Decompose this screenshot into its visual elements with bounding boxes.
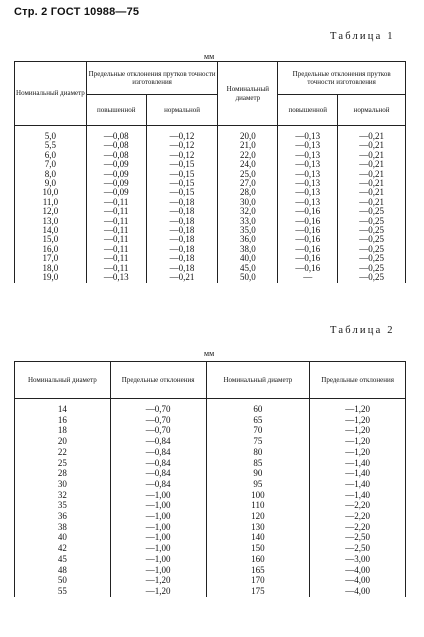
t1-cell-nominal-diameter: 13,0: [15, 217, 87, 226]
t2-cell-nominal-diameter: 16: [15, 415, 111, 426]
t2-cell-nominal-diameter-2: 170: [206, 575, 310, 586]
t2-cell-deviation-2: —2,50: [310, 543, 406, 554]
t1-cell-deviation-increased: —0,11: [86, 245, 146, 254]
t2-cell-deviation-2: —1,20: [310, 399, 406, 415]
t1-cell-deviation-increased: —0,11: [86, 217, 146, 226]
table-row: [15, 565, 406, 576]
table2: [14, 361, 406, 597]
table-row: [15, 543, 406, 554]
t1-cell-deviation-normal-2: —0,21: [338, 198, 406, 207]
t2-cell-deviation: —0,84: [110, 468, 206, 479]
t2-cell-deviation-2: —2,20: [310, 500, 406, 511]
t2-cell-deviation: —1,00: [110, 543, 206, 554]
t2-cell-deviation-2: —1,40: [310, 458, 406, 469]
t1-cell-nominal-diameter-2: 24,0: [218, 160, 278, 169]
t2-cell-nominal-diameter-2: 60: [206, 399, 310, 415]
table-row: [15, 511, 406, 522]
t1-cell-deviation-increased-2: —0,16: [278, 207, 338, 216]
t2-cell-deviation-2: —1,40: [310, 468, 406, 479]
t2-cell-nominal-diameter-2: 130: [206, 522, 310, 533]
t1-cell-nominal-diameter-2: 25,0: [218, 170, 278, 179]
t1-cell-deviation-increased-2: —: [278, 273, 338, 282]
t1-cell-deviation-normal: —0,15: [146, 160, 218, 169]
t1-cell-deviation-normal: —0,15: [146, 188, 218, 197]
t1-cell-deviation-normal: —0,18: [146, 264, 218, 273]
t1-cell-deviation-increased-2: —0,16: [278, 217, 338, 226]
t2-col-deviation: Предельные отклонения: [110, 362, 206, 399]
table-row: [15, 586, 406, 597]
t2-cell-nominal-diameter: 55: [15, 586, 111, 597]
table-row: [15, 198, 406, 207]
t2-cell-nominal-diameter: 48: [15, 565, 111, 576]
t1-cell-nominal-diameter-2: 36,0: [218, 235, 278, 244]
t1-cell-deviation-normal-2: —0,25: [338, 226, 406, 235]
t2-cell-deviation-2: —1,40: [310, 490, 406, 501]
t2-cell-nominal-diameter-2: 110: [206, 500, 310, 511]
table-row: [15, 399, 406, 415]
table-row: [15, 490, 406, 501]
t1-cell-deviation-increased-2: —0,13: [278, 126, 338, 142]
table1: [14, 61, 406, 283]
t1-cell-nominal-diameter: 5,0: [15, 126, 87, 142]
t2-cell-deviation: —1,20: [110, 575, 206, 586]
t1-cell-deviation-normal: —0,18: [146, 226, 218, 235]
t1-cell-nominal-diameter-2: 21,0: [218, 141, 278, 150]
table-row: [15, 254, 406, 263]
t1-cell-deviation-normal: —0,15: [146, 170, 218, 179]
t2-col-nominal: Номинальный диаметр: [15, 362, 111, 399]
t1-cell-deviation-increased: —0,11: [86, 264, 146, 273]
t1-col-increased: повышенной: [86, 95, 146, 126]
t2-cell-nominal-diameter-2: 95: [206, 479, 310, 490]
t2-cell-deviation: —1,20: [110, 586, 206, 597]
t1-cell-deviation-normal: —0,18: [146, 235, 218, 244]
t2-cell-deviation-2: —4,00: [310, 565, 406, 576]
t1-cell-deviation-normal: —0,21: [146, 273, 218, 282]
t2-cell-nominal-diameter: 36: [15, 511, 111, 522]
t1-cell-deviation-increased: —0,11: [86, 198, 146, 207]
t1-cell-deviation-normal-2: —0,25: [338, 273, 406, 282]
table-row: [15, 554, 406, 565]
t1-cell-nominal-diameter: 19,0: [15, 273, 87, 282]
t2-cell-deviation: —0,70: [110, 425, 206, 436]
t1-cell-deviation-increased-2: —0,16: [278, 264, 338, 273]
t1-cell-deviation-normal-2: —0,21: [338, 160, 406, 169]
t1-cell-deviation-increased: —0,09: [86, 170, 146, 179]
page-header: Стр. 2 ГОСТ 10988—75: [14, 6, 140, 18]
t1-cell-deviation-normal-2: —0,21: [338, 188, 406, 197]
t1-cell-deviation-increased-2: —0,13: [278, 160, 338, 169]
table-row: [15, 458, 406, 469]
t2-cell-deviation: —0,84: [110, 447, 206, 458]
t2-cell-nominal-diameter: 30: [15, 479, 111, 490]
t1-cell-deviation-increased-2: —0,13: [278, 170, 338, 179]
t1-cell-nominal-diameter-2: 20,0: [218, 126, 278, 142]
t2-cell-deviation: —1,00: [110, 511, 206, 522]
t2-col-nominal-2: Номинальный диаметр: [206, 362, 310, 399]
t1-cell-nominal-diameter: 15,0: [15, 235, 87, 244]
t2-cell-deviation: —0,84: [110, 479, 206, 490]
t2-cell-deviation: —0,84: [110, 458, 206, 469]
t1-cell-deviation-normal-2: —0,21: [338, 126, 406, 142]
table-row: [15, 264, 406, 273]
t2-cell-nominal-diameter: 35: [15, 500, 111, 511]
t1-cell-deviation-increased: —0,08: [86, 126, 146, 142]
t1-cell-deviation-normal: —0,12: [146, 141, 218, 150]
t1-cell-deviation-normal-2: —0,25: [338, 245, 406, 254]
t2-cell-nominal-diameter: 50: [15, 575, 111, 586]
t2-cell-nominal-diameter-2: 75: [206, 436, 310, 447]
t1-cell-deviation-normal: —0,15: [146, 179, 218, 188]
table-row: [15, 217, 406, 226]
t1-cell-deviation-increased: —0,11: [86, 226, 146, 235]
table-row: [15, 245, 406, 254]
t2-cell-nominal-diameter-2: 140: [206, 532, 310, 543]
t1-cell-deviation-increased-2: —0,13: [278, 179, 338, 188]
t2-cell-nominal-diameter-2: 85: [206, 458, 310, 469]
t1-cell-deviation-normal-2: —0,25: [338, 207, 406, 216]
t2-cell-deviation: —0,70: [110, 415, 206, 426]
t1-cell-deviation-increased-2: —0,13: [278, 198, 338, 207]
t1-col-nominal-2: Номинальный диаметр: [218, 62, 278, 126]
t1-cell-deviation-increased: —0,09: [86, 179, 146, 188]
t2-cell-nominal-diameter: 28: [15, 468, 111, 479]
t2-cell-nominal-diameter: 25: [15, 458, 111, 469]
table1-label: Таблица 1: [330, 31, 395, 42]
table-row: [15, 415, 406, 426]
t1-cell-deviation-normal-2: —0,21: [338, 151, 406, 160]
t1-cell-nominal-diameter-2: 45,0: [218, 264, 278, 273]
table-row: [15, 207, 406, 216]
t1-col-normal-2: нормальной: [338, 95, 406, 126]
t1-cell-deviation-increased-2: —0,13: [278, 141, 338, 150]
t1-cell-deviation-normal-2: —0,25: [338, 264, 406, 273]
t2-cell-deviation-2: —2,20: [310, 522, 406, 533]
t2-cell-nominal-diameter: 42: [15, 543, 111, 554]
table-row: [15, 226, 406, 235]
t2-cell-nominal-diameter-2: 175: [206, 586, 310, 597]
t1-cell-nominal-diameter-2: 50,0: [218, 273, 278, 282]
t1-cell-nominal-diameter: 18,0: [15, 264, 87, 273]
table-row: [15, 575, 406, 586]
table2-body: [15, 399, 406, 597]
t2-cell-nominal-diameter: 45: [15, 554, 111, 565]
t2-cell-deviation-2: —4,00: [310, 575, 406, 586]
t2-cell-nominal-diameter: 14: [15, 399, 111, 415]
table-row: [15, 179, 406, 188]
table-row: [15, 170, 406, 179]
t1-cell-nominal-diameter: 8,0: [15, 170, 87, 179]
t1-cell-deviation-increased: —0,11: [86, 254, 146, 263]
t1-cell-deviation-normal: —0,18: [146, 207, 218, 216]
t1-cell-deviation-increased: —0,11: [86, 235, 146, 244]
t2-cell-nominal-diameter: 18: [15, 425, 111, 436]
t1-cell-deviation-normal: —0,18: [146, 198, 218, 207]
t1-cell-deviation-normal-2: —0,25: [338, 217, 406, 226]
t1-cell-deviation-normal-2: —0,21: [338, 179, 406, 188]
t2-cell-deviation: —0,70: [110, 399, 206, 415]
t2-cell-nominal-diameter-2: 80: [206, 447, 310, 458]
t1-col-deviation-group: Предельные отклонения прутков точности изготовления: [86, 62, 218, 95]
table-row: [15, 425, 406, 436]
t1-cell-nominal-diameter: 16,0: [15, 245, 87, 254]
t1-cell-nominal-diameter: 14,0: [15, 226, 87, 235]
t1-cell-deviation-increased: —0,11: [86, 207, 146, 216]
t1-cell-nominal-diameter: 10,0: [15, 188, 87, 197]
t1-cell-deviation-increased: —0,09: [86, 160, 146, 169]
t2-cell-deviation-2: —2,50: [310, 532, 406, 543]
table-row: [15, 532, 406, 543]
t1-cell-deviation-normal-2: —0,25: [338, 254, 406, 263]
t1-col-increased-2: повышенной: [278, 95, 338, 126]
t2-cell-nominal-diameter-2: 150: [206, 543, 310, 554]
t2-cell-deviation: —1,00: [110, 532, 206, 543]
table1-body: [15, 126, 406, 283]
t2-cell-deviation-2: —1,20: [310, 447, 406, 458]
t1-cell-deviation-normal: —0,18: [146, 245, 218, 254]
t2-cell-nominal-diameter-2: 90: [206, 468, 310, 479]
table-row: [15, 479, 406, 490]
t2-cell-nominal-diameter-2: 120: [206, 511, 310, 522]
t1-cell-nominal-diameter-2: 27,0: [218, 179, 278, 188]
t1-cell-deviation-increased-2: —0,16: [278, 245, 338, 254]
t2-cell-nominal-diameter-2: 160: [206, 554, 310, 565]
t1-cell-nominal-diameter: 12,0: [15, 207, 87, 216]
table2-label: Таблица 2: [330, 325, 395, 336]
table-row: [15, 151, 406, 160]
table-row: [15, 522, 406, 533]
t1-cell-deviation-normal-2: —0,21: [338, 141, 406, 150]
t1-cell-nominal-diameter-2: 38,0: [218, 245, 278, 254]
t1-cell-nominal-diameter-2: 32,0: [218, 207, 278, 216]
table-row: [15, 126, 406, 142]
table-row: [15, 160, 406, 169]
t1-cell-nominal-diameter: 17,0: [15, 254, 87, 263]
t1-col-nominal: Номинальный диаметр: [15, 62, 87, 126]
t2-cell-deviation-2: —1,20: [310, 436, 406, 447]
t2-cell-nominal-diameter: 22: [15, 447, 111, 458]
t2-cell-nominal-diameter-2: 165: [206, 565, 310, 576]
t2-cell-deviation: —1,00: [110, 554, 206, 565]
t1-cell-deviation-normal: —0,12: [146, 151, 218, 160]
t1-cell-nominal-diameter: 7,0: [15, 160, 87, 169]
t2-cell-deviation-2: —1,20: [310, 415, 406, 426]
t1-cell-nominal-diameter: 6,0: [15, 151, 87, 160]
t1-cell-nominal-diameter-2: 28,0: [218, 188, 278, 197]
t1-cell-deviation-normal-2: —0,25: [338, 235, 406, 244]
t1-cell-deviation-increased: —0,13: [86, 273, 146, 282]
t1-cell-deviation-increased-2: —0,13: [278, 151, 338, 160]
t2-cell-nominal-diameter-2: 100: [206, 490, 310, 501]
t1-cell-deviation-normal: —0,12: [146, 126, 218, 142]
t1-cell-nominal-diameter-2: 22,0: [218, 151, 278, 160]
t1-col-normal: нормальной: [146, 95, 218, 126]
t1-cell-nominal-diameter-2: 33,0: [218, 217, 278, 226]
t2-cell-nominal-diameter: 40: [15, 532, 111, 543]
table-row: [15, 141, 406, 150]
t1-cell-nominal-diameter: 5,5: [15, 141, 87, 150]
t2-col-deviation-2: Предельные отклонения: [310, 362, 406, 399]
t2-cell-deviation-2: —4,00: [310, 586, 406, 597]
t1-cell-deviation-increased-2: —0,16: [278, 226, 338, 235]
t1-col-deviation-group-2: Предельные отклонения прутков точности изготовления: [278, 62, 406, 95]
t2-cell-deviation: —1,00: [110, 500, 206, 511]
t1-cell-deviation-increased-2: —0,16: [278, 235, 338, 244]
table-row: [15, 447, 406, 458]
t1-cell-deviation-normal: —0,18: [146, 254, 218, 263]
t1-cell-deviation-normal-2: —0,21: [338, 170, 406, 179]
t2-cell-deviation-2: —2,20: [310, 511, 406, 522]
t2-cell-nominal-diameter: 20: [15, 436, 111, 447]
t2-cell-deviation: —0,84: [110, 436, 206, 447]
t1-cell-deviation-increased: —0,08: [86, 151, 146, 160]
table-row: [15, 273, 406, 282]
t1-cell-nominal-diameter-2: 35,0: [218, 226, 278, 235]
table2-units: мм: [204, 349, 215, 358]
table-row: [15, 235, 406, 244]
t2-cell-deviation: —1,00: [110, 565, 206, 576]
t2-cell-nominal-diameter: 32: [15, 490, 111, 501]
t2-cell-deviation-2: —3,00: [310, 554, 406, 565]
table-row: [15, 188, 406, 197]
t1-cell-deviation-increased-2: —0,13: [278, 188, 338, 197]
t1-cell-deviation-increased-2: —0,16: [278, 254, 338, 263]
t2-cell-nominal-diameter: 38: [15, 522, 111, 533]
t1-cell-nominal-diameter-2: 40,0: [218, 254, 278, 263]
table-row: [15, 436, 406, 447]
t2-cell-nominal-diameter-2: 70: [206, 425, 310, 436]
t1-cell-nominal-diameter: 9,0: [15, 179, 87, 188]
t1-cell-nominal-diameter-2: 30,0: [218, 198, 278, 207]
table-row: [15, 468, 406, 479]
t2-cell-deviation-2: —1,20: [310, 425, 406, 436]
table-row: [15, 500, 406, 511]
t1-cell-deviation-increased: —0,09: [86, 188, 146, 197]
t1-cell-deviation-normal: —0,18: [146, 217, 218, 226]
t1-cell-deviation-increased: —0,08: [86, 141, 146, 150]
t1-cell-nominal-diameter: 11,0: [15, 198, 87, 207]
table1-units: мм: [204, 52, 215, 61]
t2-cell-deviation-2: —1,40: [310, 479, 406, 490]
t2-cell-nominal-diameter-2: 65: [206, 415, 310, 426]
t2-cell-deviation: —1,00: [110, 490, 206, 501]
t2-cell-deviation: —1,00: [110, 522, 206, 533]
